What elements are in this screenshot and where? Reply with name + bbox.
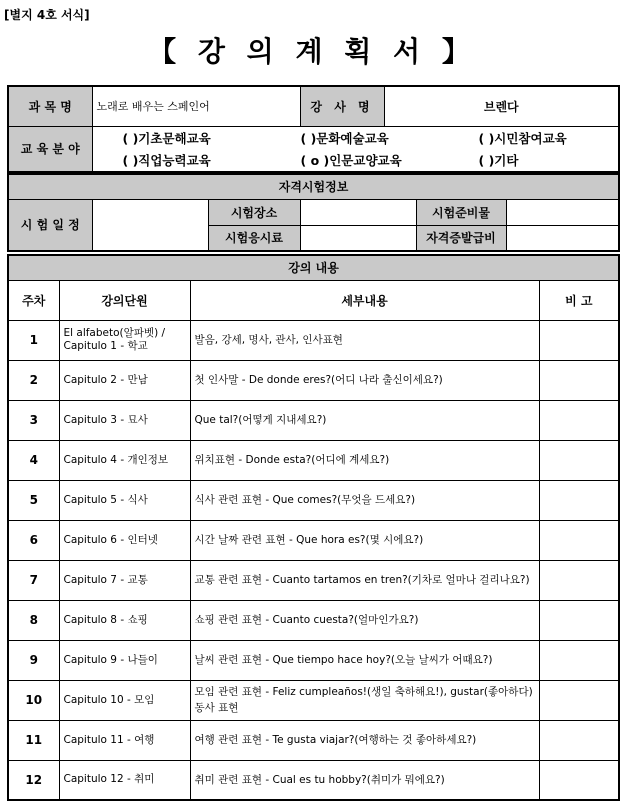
unit-cell: Capitulo 7 - 교통 — [59, 560, 190, 600]
week-cell: 5 — [8, 480, 59, 520]
exam-date-label: 시 험 일 정 — [8, 199, 92, 251]
header-unit: 강의단원 — [59, 280, 190, 320]
instructor-label: 강 사 명 — [300, 86, 384, 126]
detail-cell: 식사 관련 표현 - Que comes?(무엇을 드세요?) — [190, 480, 539, 520]
education-field-label: 교 육 분 야 — [8, 126, 92, 172]
week-cell: 3 — [8, 400, 59, 440]
unit-cell: Capitulo 2 - 만남 — [59, 360, 190, 400]
exam-fee-label: 시험응시료 — [208, 225, 300, 251]
unit-cell: Capitulo 4 - 개인정보 — [59, 440, 190, 480]
lecture-table — [7, 254, 620, 801]
week-cell: 7 — [8, 560, 59, 600]
option-civic-participation: ( )시민참여교육 — [478, 130, 567, 146]
document-title: 【 강 의 계 획 서 】 — [148, 35, 476, 68]
exam-materials-value — [506, 199, 619, 225]
note-cell — [539, 720, 619, 760]
note-cell — [539, 560, 619, 600]
header-week: 주차 — [8, 280, 59, 320]
table-row — [8, 440, 619, 480]
detail-cell: 교통 관련 표현 - Cuanto tartamos en tren?(기차로 얼마나 걸리나요?) — [190, 560, 539, 600]
table-row — [8, 320, 619, 360]
week-cell: 6 — [8, 520, 59, 560]
week-cell: 10 — [8, 680, 59, 720]
note-cell — [539, 360, 619, 400]
option-vocational: ( )직업능력교육 — [122, 152, 211, 168]
table-row — [8, 640, 619, 680]
course-name-label: 과 목 명 — [8, 86, 92, 126]
course-name-value: 노래로 배우는 스페인어 — [92, 86, 300, 126]
option-culture-arts: ( )문화예술교육 — [300, 130, 389, 146]
note-cell — [539, 520, 619, 560]
detail-cell: 쇼핑 관련 표현 - Cuanto cuesta?(얼마인가요?) — [190, 600, 539, 640]
instructor-value: 브렌다 — [384, 86, 619, 126]
detail-cell: 첫 인사말 - De donde eres?(어디 나라 출신이세요?) — [190, 360, 539, 400]
table-row — [8, 680, 619, 720]
note-cell — [539, 600, 619, 640]
exam-materials-label: 시험준비물 — [416, 199, 506, 225]
table-row — [8, 600, 619, 640]
unit-cell: Capitulo 6 - 인터넷 — [59, 520, 190, 560]
note-cell — [539, 320, 619, 360]
week-cell: 11 — [8, 720, 59, 760]
detail-cell: 날씨 관련 표현 - Que tiempo hace hoy?(오늘 날씨가 어때요?) — [190, 640, 539, 680]
week-cell: 12 — [8, 760, 59, 800]
header-note: 비 고 — [539, 280, 619, 320]
exam-date-value — [92, 199, 208, 251]
unit-cell: Capitulo 12 - 취미 — [59, 760, 190, 800]
unit-cell: Capitulo 10 - 모임 — [59, 680, 190, 720]
note-cell — [539, 680, 619, 720]
detail-cell: 발음, 강세, 명사, 관사, 인사표현 — [190, 320, 539, 360]
unit-cell: Capitulo 3 - 묘사 — [59, 400, 190, 440]
detail-cell: 위치표현 - Donde esta?(어디에 계세요?) — [190, 440, 539, 480]
detail-cell: 취미 관련 표현 - Cual es tu hobby?(취미가 뭐에요?) — [190, 760, 539, 800]
table-row — [8, 480, 619, 520]
unit-cell: Capitulo 5 - 식사 — [59, 480, 190, 520]
exam-fee-value — [300, 225, 416, 251]
note-cell — [539, 760, 619, 800]
exam-place-label: 시험장소 — [208, 199, 300, 225]
table-row — [8, 560, 619, 600]
course-info-table — [7, 85, 620, 173]
table-row — [8, 360, 619, 400]
option-humanities: ( o )인문교양교육 — [300, 152, 402, 168]
form-number-label: [별지 4호 서식] — [4, 8, 90, 22]
unit-cell: Capitulo 9 - 나들이 — [59, 640, 190, 680]
table-row — [8, 720, 619, 760]
header-detail: 세부내용 — [190, 280, 539, 320]
cert-fee-value — [506, 225, 619, 251]
detail-cell: 여행 관련 표현 - Te gusta viajar?(여행하는 것 좋아하세요?) — [190, 720, 539, 760]
detail-cell: Que tal?(어떻게 지내세요?) — [190, 400, 539, 440]
option-basic-literacy: ( )기초문해교육 — [122, 130, 211, 146]
detail-cell: 모임 관련 표현 - Feliz cumpleaños!(생일 축하해요!), gustar(좋아하다) 동사 표현 — [190, 680, 539, 720]
table-row — [8, 520, 619, 560]
week-cell: 9 — [8, 640, 59, 680]
unit-cell: El alfabeto(알파벳) / Capitulo 1 - 학교 — [59, 320, 190, 360]
week-cell: 2 — [8, 360, 59, 400]
unit-cell: Capitulo 8 - 쇼핑 — [59, 600, 190, 640]
unit-cell: Capitulo 11 - 여행 — [59, 720, 190, 760]
week-cell: 8 — [8, 600, 59, 640]
note-cell — [539, 440, 619, 480]
detail-cell: 시간 날짜 관련 표현 - Que hora es?(몇 시에요?) — [190, 520, 539, 560]
option-other: ( )기타 — [478, 152, 519, 168]
table-row — [8, 760, 619, 800]
week-cell: 4 — [8, 440, 59, 480]
lecture-section-title: 강의 내용 — [8, 255, 619, 280]
cert-fee-label: 자격증발급비 — [416, 225, 506, 251]
exam-place-value — [300, 199, 416, 225]
note-cell — [539, 480, 619, 520]
exam-section-title: 자격시험정보 — [8, 174, 619, 199]
education-field-options — [92, 126, 619, 172]
note-cell — [539, 400, 619, 440]
exam-info-table — [7, 173, 620, 252]
note-cell — [539, 640, 619, 680]
week-cell: 1 — [8, 320, 59, 360]
table-row — [8, 400, 619, 440]
